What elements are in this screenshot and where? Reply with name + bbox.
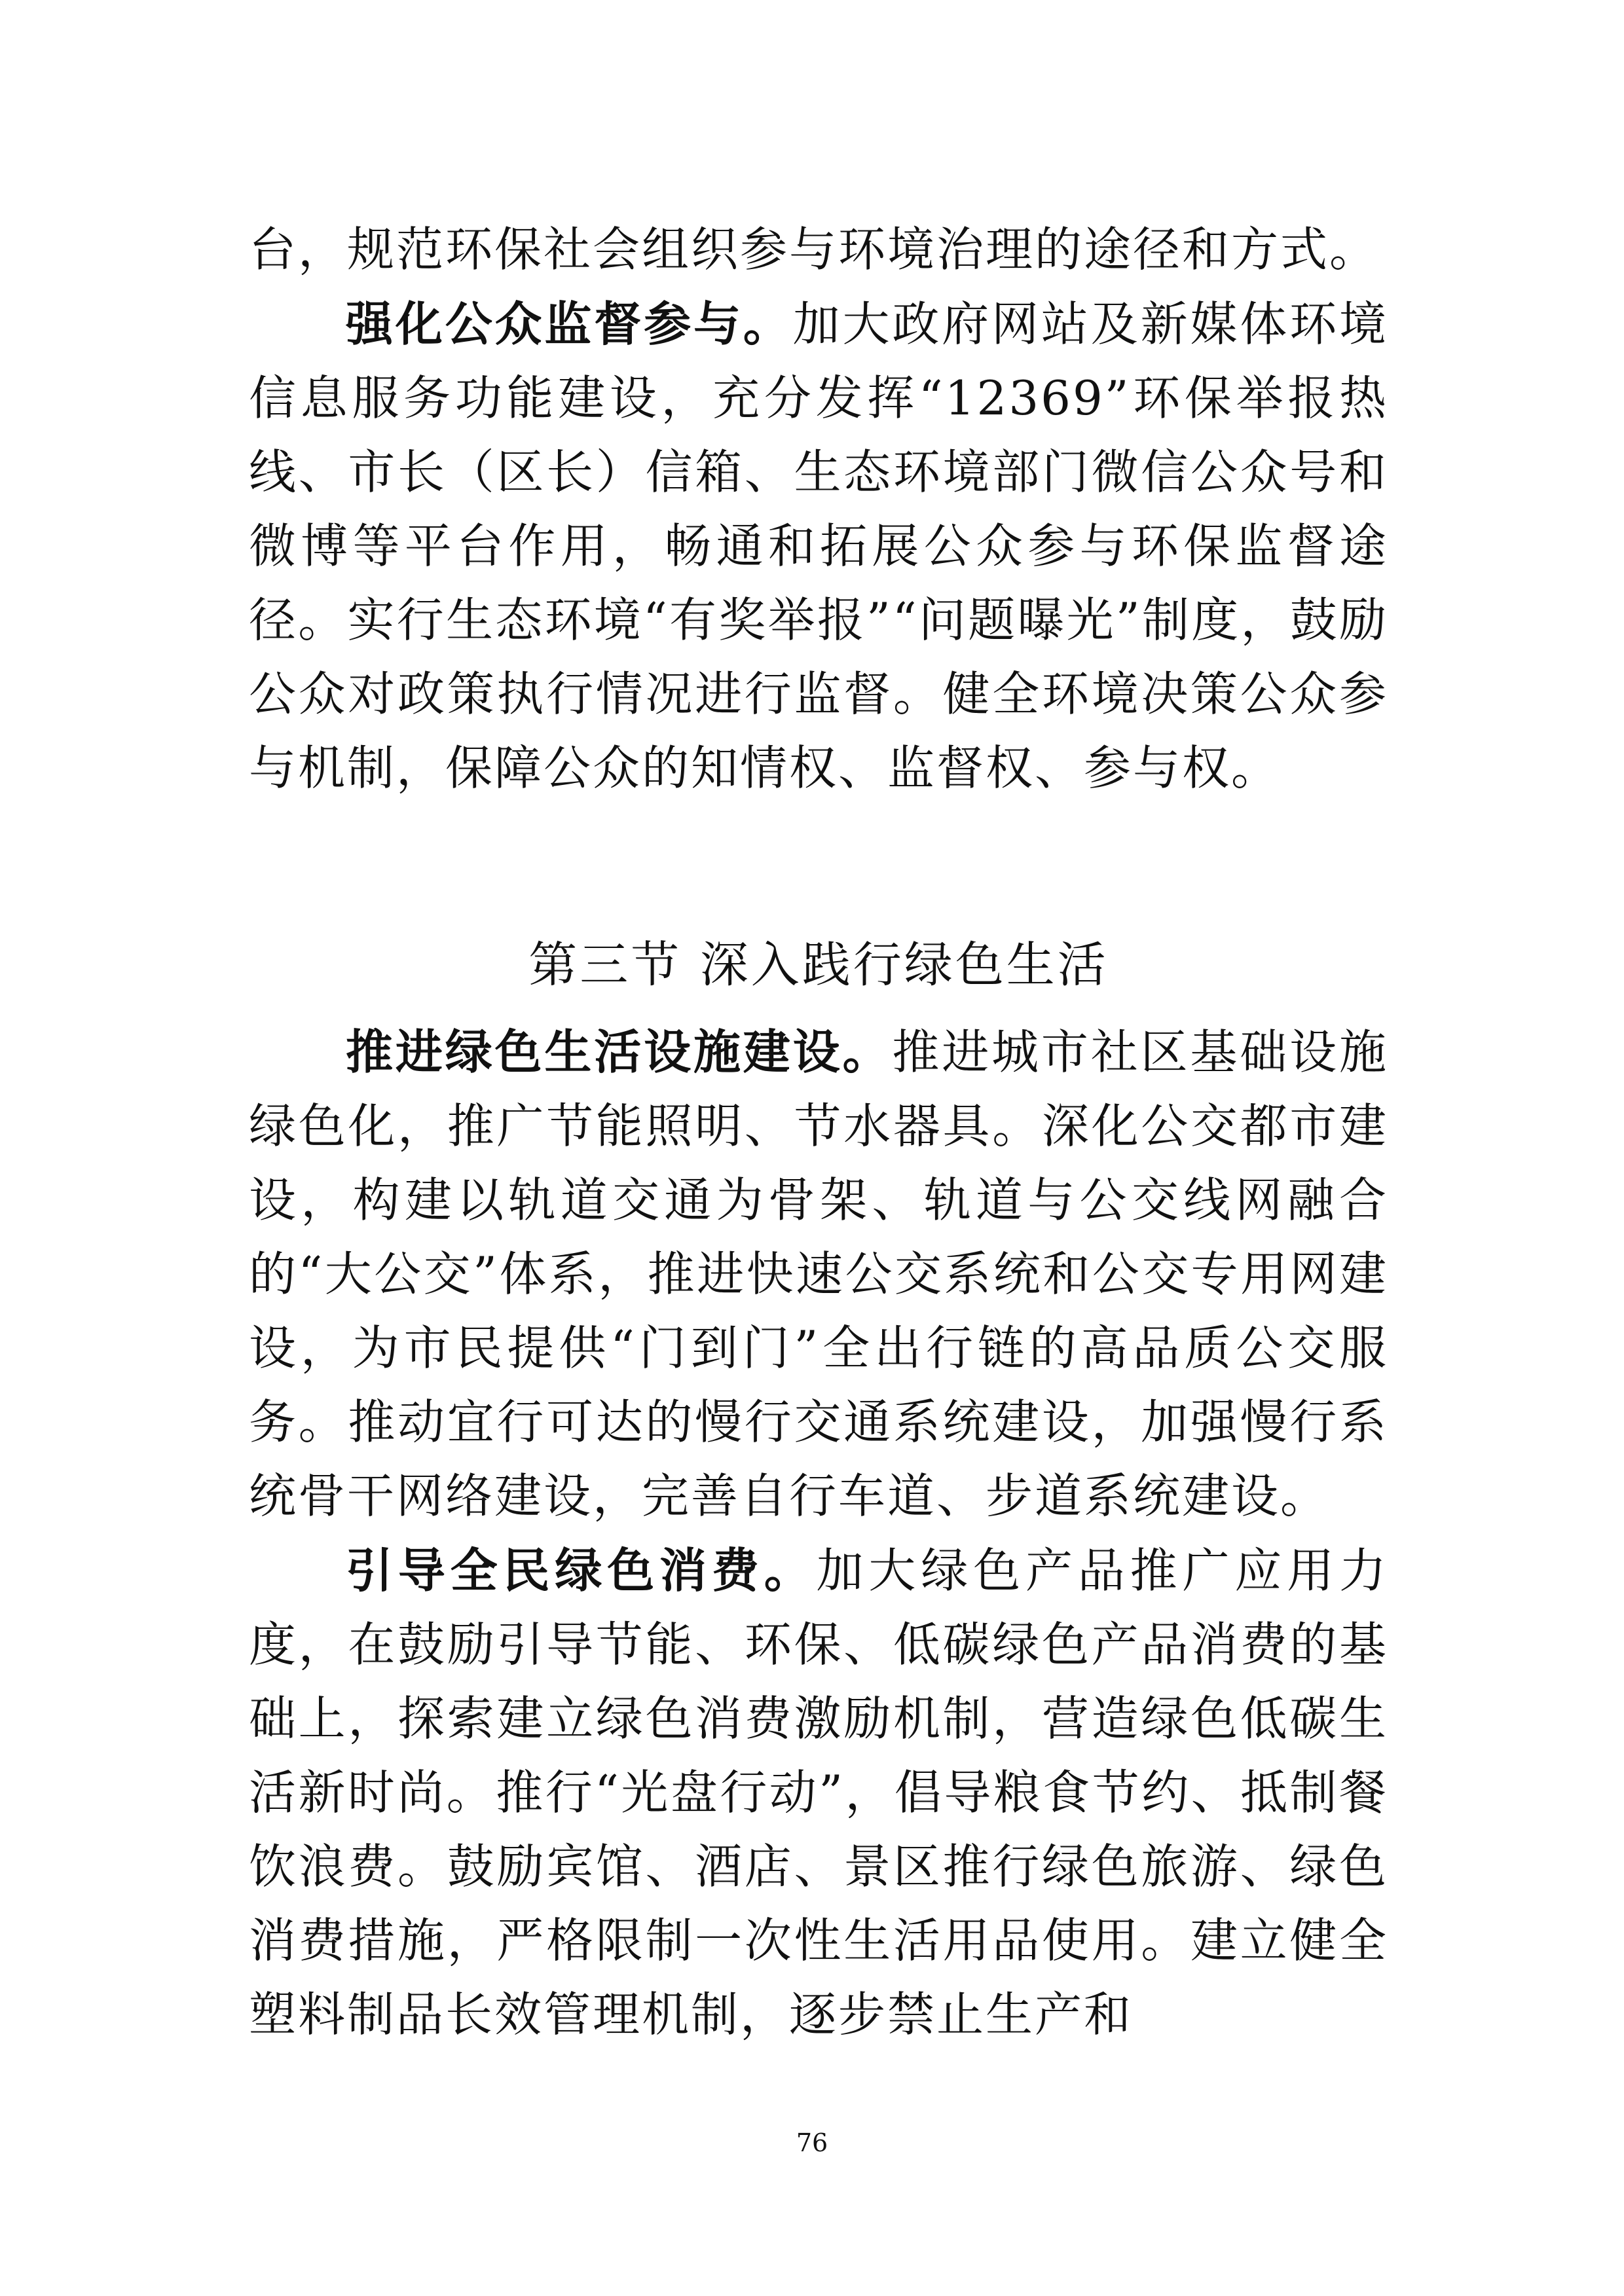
paragraph-text: 加大绿色产品推广应用力度，在鼓励引导节能、环保、低碳绿色产品消费的基础上，探索建立绿色消费激励机制，营造绿色低碳生活新时尚。推行“光盘行动”，倡导粮食节约、抵制餐饮浪费。鼓励宾馆、酒店、景区推行绿色旅游、绿色消费措施，严格限制一次性生活用品使用。建立健全塑料制品长效管理机制，逐步禁止生产和 (249, 1543, 1388, 2042)
paragraph-text: 台，规范环保社会组织参与环境治理的途径和方式。 (249, 222, 1379, 277)
paragraph-continuation (249, 213, 1388, 287)
paragraph-text: 加大政府网站及新媒体环境信息服务功能建设，充分发挥“12369”环保举报热线、市长（区长）信箱、生态环境部门微信公众号和微博等平台作用，畅通和拓展公众参与环保监督途径。实行生态环境“有奖举报”“问题曝光”制度，鼓励公众对政策执行情况进行监督。健全环境决策公众参与机制，保障公众的知情权、监督权、参与权。 (249, 297, 1388, 795)
paragraph-green-facilities (249, 1015, 1388, 1533)
page-number: 76 (796, 2128, 828, 2157)
paragraph-text: 推进城市社区基础设施绿色化，推广节能照明、节水器具。深化公交都市建设，构建以轨道交通为骨架、轨道与公交线网融合的“大公交”体系，推进快速公交系统和公交专用网建设，为市民提供“门到门”全出行链的高品质公交服务。推动宜行可达的慢行交通系统建设，加强慢行系统骨干网络建设，完善自行车道、步道系统建设。 (249, 1025, 1388, 1523)
paragraph-public-supervision (249, 287, 1388, 805)
paragraph-green-consumption (249, 1533, 1388, 2052)
section-heading: 第三节 深入践行绿色生活 (528, 937, 1109, 993)
top-text-block (249, 213, 1388, 805)
paragraph-lead: 引导全民绿色消费。 (346, 1542, 817, 1598)
paragraph-lead: 推进绿色生活设施建设。 (346, 1024, 893, 1080)
paragraph-lead: 强化公众监督参与。 (346, 296, 793, 352)
bottom-text-block (249, 1015, 1388, 2052)
